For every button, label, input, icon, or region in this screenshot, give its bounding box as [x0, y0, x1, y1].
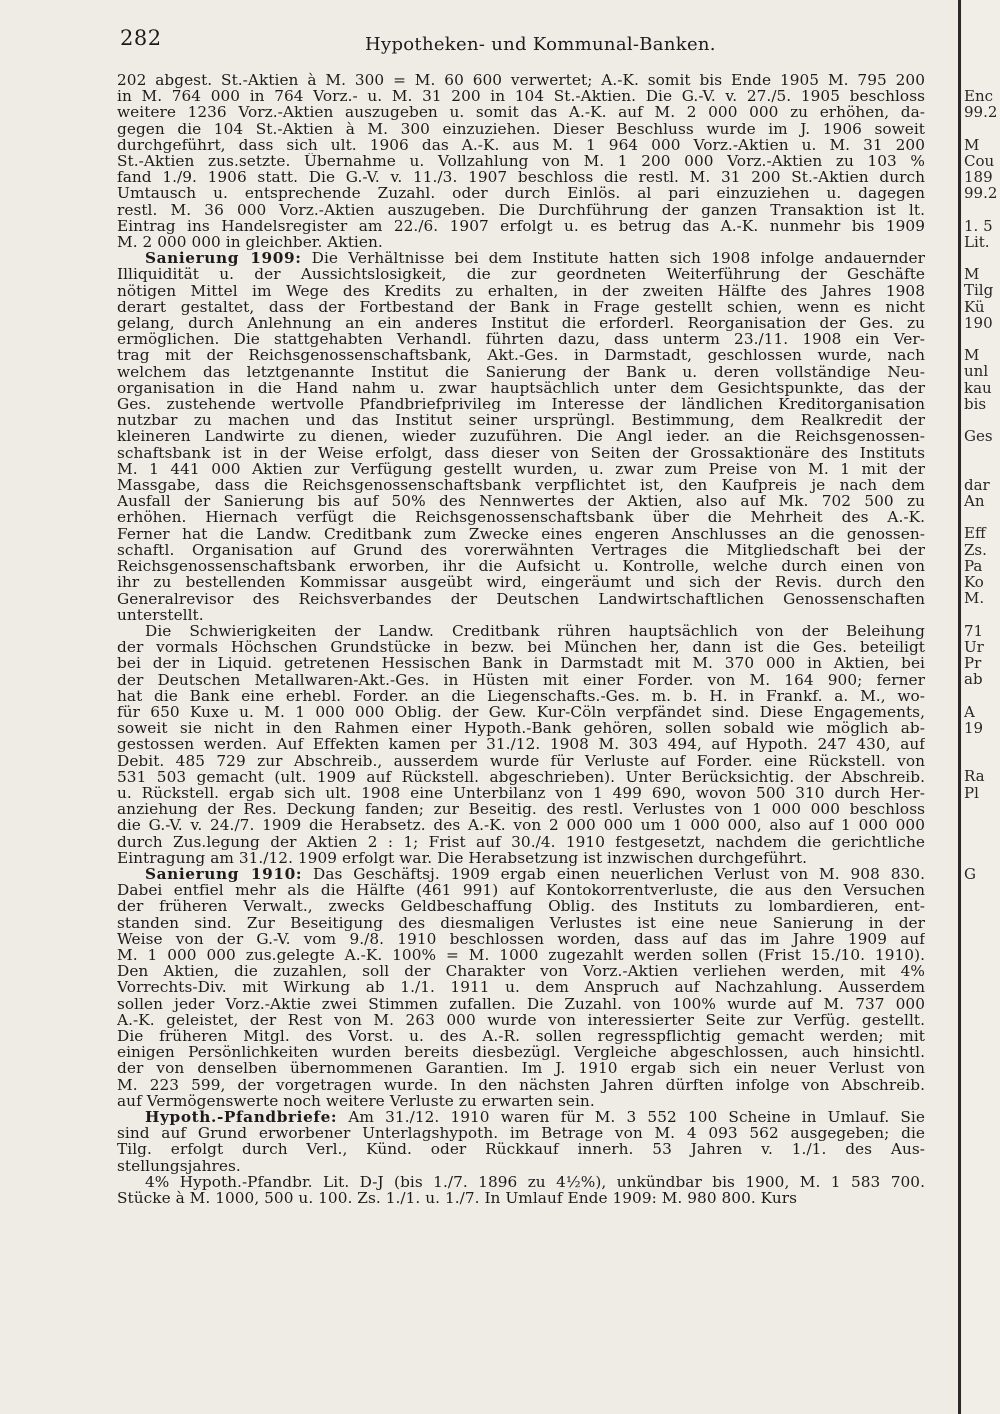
line-text: Ges. zustehende wertvolle Pfandbriefprivileg im Interesse der ländlichen Kreditorganisation: [117, 396, 925, 413]
text-line: [117, 1060, 925, 1076]
adjacent-fragment: 190: [964, 313, 993, 332]
line-text: stellungsjahres.: [117, 1157, 241, 1174]
line-text: welchem das letztgenannte Institut die Sanierung der Bank u. deren vollständige Neu-: [117, 363, 925, 380]
line-text: Vorrechts-Div. mit Wirkung ab 1./1. 1911 u. dem Anspruch auf Nachzahlung. Ausserdem: [117, 979, 925, 996]
adjacent-fragment: M: [964, 135, 980, 154]
adjacent-fragment: 1. 5: [964, 216, 993, 235]
text-line: [117, 1158, 925, 1174]
text-line: [117, 947, 925, 963]
text-line: [117, 558, 925, 574]
line-text: durch Zus.legung der Aktien 2 : 1; Frist auf 30./4. 1910 festgesetzt, nachdem die gerichtliche: [117, 833, 925, 850]
paragraph: [117, 866, 925, 1109]
text-line: [117, 753, 925, 769]
adjacent-fragment: bis: [964, 394, 987, 413]
text-line: [117, 882, 925, 898]
body-text: [117, 72, 925, 1206]
line-text: sind auf Grund erworbener Unterlagshypoth. im Betrage von M. 4 093 562 ausgegeben; die: [117, 1125, 925, 1142]
text-line: [117, 574, 925, 590]
line-text: gegen die 104 St.-Aktien à M. 300 einzuziehen. Dieser Beschluss wurde im J. 1906 soweit: [117, 120, 925, 137]
line-text: nutzbar zu machen und das Institut seiner ursprüngl. Bestimmung, dem Realkredit der: [117, 412, 925, 429]
text-line: [117, 234, 925, 250]
text-line: [117, 704, 925, 720]
text-line: [117, 250, 925, 266]
line-text: Generalrevisor des Reichsverbandes der Deutschen Landwirtschaftlichen Genossenschaften: [117, 590, 925, 607]
text-line: [117, 299, 925, 315]
line-text: Ausfall der Sanierung bis auf 50% des Nennwertes der Aktien, also auf Mk. 702 500 zu: [117, 493, 925, 510]
line-text: gelang, durch Anlehnung an ein anderes Institut die erforderl. Reorganisation der Ges. zu: [117, 315, 925, 332]
line-text: M. 2 000 000 in gleichber. Aktien.: [117, 234, 383, 251]
line-text: M. 1 441 000 Aktien zur Verfügung gestellt wurden, u. zwar zum Preise von M. 1 mit der: [117, 460, 925, 478]
adjacent-fragment: kau: [964, 378, 992, 397]
line-text: organisation in die Hand nahm u. zwar hauptsächlich unter dem Gesichtspunkte, das der: [117, 379, 925, 397]
text-line: [117, 1190, 925, 1206]
line-text: schaftsbank ist in der Weise erfolgt, dass dieser von Seiten der Grossaktionäre des Instituts: [117, 444, 925, 461]
text-line: [117, 509, 925, 525]
text-line: [117, 655, 925, 671]
text-line: [117, 380, 925, 396]
text-line: [117, 364, 925, 380]
text-line: [117, 266, 925, 282]
adjacent-fragment: 189: [964, 168, 993, 186]
line-text: Den Aktien, die zuzahlen, soll der Charakter von Vorz.-Aktien verliehen werden, mit 4%: [117, 963, 925, 980]
line-text: gestossen werden. Auf Effekten kamen per 31./12. 1908 M. 303 494, auf Hypoth. 247 430, auf: [117, 736, 925, 753]
text-line: [117, 169, 925, 185]
section-lead: Hypoth.-Pfandbriefe:: [145, 1109, 338, 1126]
line-text: Die Verhältnisse bei dem Institute hatten sich 1908 infolge andauernder: [311, 250, 925, 267]
line-text: nötigen Mittel im Wege des Kredits zu erhalten, in der zweiten Hälfte des Jahres 1908: [117, 282, 925, 299]
adjacent-fragment: Zs.: [964, 540, 987, 559]
line-text: die G.-V. v. 24./7. 1909 die Herabsetz. des A.-K. von 2 000 000 um 1 000 000, also auf 1 000 000: [117, 817, 925, 834]
line-text: Eintrag ins Handelsregister am 22./6. 1907 erfolgt u. es betrug das A.-K. nunmehr bis 1909: [117, 217, 925, 235]
text-line: [117, 866, 925, 882]
text-line: [117, 542, 925, 558]
line-text: der Deutschen Metallwaren-Akt.-Ges. in Hüsten mit einer Forder. von M. 164 900; ferner: [117, 671, 925, 688]
line-text: kleineren Landwirte zu dienen, wieder zuzuführen. Die Angl ieder. an die Reichsgenossen-: [117, 428, 925, 445]
line-text: unterstellt.: [117, 606, 204, 623]
adjacent-fragment: Pr: [964, 654, 982, 672]
adjacent-fragment: Enc: [964, 87, 994, 105]
adjacent-fragment: M.: [964, 589, 985, 608]
text-line: [117, 672, 925, 688]
line-text: M. 223 599, der vorgetragen wurde. In den nächsten Jahren dürften infolge von Abschreib.: [117, 1076, 925, 1093]
line-text: auf Vermögenswerte noch weitere Verluste zu erwarten sein.: [117, 1092, 595, 1109]
page-number: 282: [120, 26, 162, 50]
line-text: bei der in Liquid. getretenen Hessischen Bank in Darmstadt mit M. 370 000 in Aktien, bei: [117, 655, 925, 672]
adjacent-fragment: Eff: [964, 524, 986, 543]
text-line: [117, 834, 925, 850]
text-line: [117, 88, 925, 104]
line-text: einigen Persönlichkeiten wurden bereits diesbezügl. Vergleiche abgeschlossen, auch hinsichtl.: [117, 1044, 925, 1061]
line-text: sollen jeder Vorz.-Aktie zwei Stimmen zufallen. Die Zuzahl. von 100% wurde auf M. 737 000: [117, 995, 925, 1012]
section-lead: Sanierung 1910:: [145, 865, 303, 883]
line-text: der von denselben übernommenen Garantien. Im J. 1910 ergab sich ein neuer Verlust von: [117, 1060, 925, 1077]
line-text: für 650 Kuxe u. M. 1 000 000 Oblig. der Gew. Kur-Cöln verpfändet sind. Diese Engagements,: [117, 703, 925, 721]
text-line: [117, 493, 925, 509]
line-text: 202 abgest. St.-Aktien à M. 300 = M. 60 600 verwertet; A.-K. somit bis Ende 1905 M. 795 200: [117, 72, 925, 89]
line-text: Das Geschäftsj. 1909 ergab einen neuerlichen Verlust von M. 908 830.: [313, 865, 925, 883]
line-text: restl. M. 36 000 Vorz.-Aktien auszugeben. Die Durchführung der ganzen Transaktion ist lt.: [117, 201, 925, 218]
line-text: Tilg. erfolgt durch Verl., Künd. oder Rückkauf innerh. 53 Jahren v. 1./1. des Aus-: [117, 1141, 925, 1158]
adjacent-fragment: 19: [964, 718, 984, 737]
line-text: ihr zu bestellenden Kommissar ausgeübt wird, eingeräumt und sich der Revis. durch den: [117, 574, 925, 591]
text-line: [117, 347, 925, 363]
text-line: [117, 1044, 925, 1060]
text-line: [117, 153, 925, 169]
text-line: [117, 1077, 925, 1093]
line-text: Illiquidität u. der Aussichtslosigkeit, die zur geordneten Weiterführung der Geschäfte: [117, 266, 925, 283]
line-text: Dabei entfiel mehr als die Hälfte (461 991) auf Kontokorrentverluste, die aus den Versuchen: [117, 882, 925, 899]
paragraph: [117, 72, 925, 250]
text-line: [117, 218, 925, 234]
text-line: [117, 931, 925, 947]
adjacent-fragment: Kü: [964, 297, 985, 316]
text-line: [117, 477, 925, 493]
line-text: Stücke à M. 1000, 500 u. 100. Zs. 1./1. u. 1./7. In Umlauf Ende 1909: M. 980 800. Kurs: [117, 1190, 797, 1207]
line-text: trag mit der Reichsgenossenschaftsbank, Akt.-Ges. in Darmstadt, geschlossen wurde, nach: [117, 347, 925, 364]
adjacent-fragment: Ko: [964, 573, 984, 591]
line-text: Massgabe, dass die Reichsgenossenschaftsbank verpflichtet ist, den Kaufpreis je nach dem: [117, 477, 925, 494]
adjacent-fragment: 71: [964, 621, 984, 640]
line-text: fand 1./9. 1906 statt. Die G.-V. v. 11./3. 1907 beschloss die restl. M. 31 200 St.-Aktien durch: [117, 169, 925, 186]
adjacent-fragment: Ges: [964, 427, 993, 446]
adjacent-page-edge: [962, 0, 1000, 1414]
line-text: hat die Bank eine erhebl. Forder. an die Liegenschafts.-Ges. m. b. H. in Frankf. a. M., wo-: [117, 687, 925, 704]
paragraph: [117, 623, 925, 866]
adjacent-fragment: Pa: [964, 556, 983, 575]
adjacent-fragment: G: [964, 864, 976, 883]
text-line: [117, 736, 925, 752]
line-text: Die früheren Mitgl. des Vorst. u. des A.-R. sollen regresspflichtig gemacht werden; mit: [117, 1027, 925, 1045]
text-line: [117, 850, 925, 866]
text-line: [117, 963, 925, 979]
text-line: [117, 817, 925, 833]
text-line: [117, 331, 925, 347]
line-text: in M. 764 000 in 764 Vorz.- u. M. 31 200 in 104 St.-Aktien. Die G.-V. v. 27./5. 1905 beschloss: [117, 88, 925, 105]
text-line: [117, 72, 925, 88]
adjacent-fragment: Lit.: [964, 232, 990, 251]
section-lead: Sanierung 1909:: [145, 250, 302, 267]
text-line: [117, 801, 925, 817]
text-line: [117, 1093, 925, 1109]
text-line: [117, 104, 925, 120]
text-line: [117, 623, 925, 639]
text-line: [117, 396, 925, 412]
line-text: erhöhen. Hiernach verfügt die Reichsgenossenschaftsbank über die Mehrheit des A.-K.: [117, 509, 925, 526]
text-line: [117, 1012, 925, 1028]
line-text: Eintragung am 31./12. 1909 erfolgt war. Die Herabsetzung ist inzwischen durchgeführt.: [117, 849, 807, 866]
running-head: Hypotheken- und Kommunal-Banken.: [365, 34, 716, 55]
line-text: Debit. 485 729 zur Abschreib., ausserdem wurde für Verluste auf Forder. eine Rückstell. von: [117, 752, 925, 769]
line-text: M. 1 000 000 zus.gelegte A.-K. 100% = M. 1000 zugezahlt werden sollen (Frist 15./10. 1910).: [117, 946, 925, 964]
text-line: [117, 1109, 925, 1125]
line-text: ermöglichen. Die stattgehabten Verhandl. führten dazu, dass unterm 23./11. 1908 ein Ver-: [117, 331, 925, 348]
adjacent-fragment: An: [964, 492, 985, 510]
adjacent-fragment: Cou: [964, 151, 995, 170]
text-line: [117, 688, 925, 704]
line-text: der vormals Höchschen Grundstücke in bezw. bei München her, dann ist die Ges. beteiligt: [117, 639, 925, 656]
text-line: [117, 996, 925, 1012]
text-line: [117, 769, 925, 785]
text-line: [117, 121, 925, 137]
line-text: Reichsgenossenschaftsbank erworben, ihr die Aufsicht u. Kontrolle, welche durch einen von: [117, 558, 925, 575]
adjacent-fragment: ab: [964, 670, 983, 689]
text-line: [117, 639, 925, 655]
adjacent-fragment: Ra: [964, 767, 985, 786]
adjacent-fragment: 99.2: [964, 184, 998, 203]
text-line: [117, 428, 925, 444]
text-line: [117, 979, 925, 995]
line-text: standen sind. Zur Beseitigung des diesmaligen Verlustes ist eine neue Sanierung in der: [117, 914, 925, 931]
line-text: anziehung der Res. Deckung fanden; zur Beseitig. des restl. Verlustes von 1 000 000 beschloss: [117, 801, 925, 818]
text-line: [117, 1125, 925, 1141]
line-text: Am 31./12. 1910 waren für M. 3 552 100 Scheine in Umlauf. Sie: [348, 1109, 925, 1126]
text-line: [117, 720, 925, 736]
text-line: [117, 1174, 925, 1190]
line-text: derart gestaltet, dass der Fortbestand der Bank in Frage gestellt schien, wenn es nicht: [117, 298, 925, 316]
adjacent-fragment: 99.2: [964, 103, 998, 122]
adjacent-fragment: M: [964, 265, 980, 284]
text-line: [117, 315, 925, 331]
paragraph: [117, 250, 925, 623]
adjacent-fragment: Pl: [964, 783, 979, 802]
text-line: [117, 785, 925, 801]
paragraph: [117, 1174, 925, 1206]
text-line: [117, 1141, 925, 1157]
paragraph: [117, 1109, 925, 1174]
text-line: [117, 1028, 925, 1044]
adjacent-fragment: Ur: [964, 637, 984, 656]
text-line: [117, 591, 925, 607]
line-text: u. Rückstell. ergab sich ult. 1908 eine Unterbilanz von 1 499 690, wovon 500 310 durch Her-: [117, 784, 925, 802]
line-text: durchgeführt, dass sich ult. 1906 das A.-K. aus M. 1 964 000 Vorz.-Aktien u. M. 31 200: [117, 136, 925, 154]
adjacent-fragment: A: [964, 702, 975, 721]
line-text: Weise von der G.-V. vom 9./8. 1910 beschlossen worden, dass auf das im Jahre 1909 auf: [117, 930, 925, 947]
text-line: [117, 526, 925, 542]
line-text: 4% Hypoth.-Pfandbr. Lit. D-J (bis 1./7. 1896 zu 4½%), unkündbar bis 1900, M. 1 583 700.: [145, 1173, 925, 1191]
text-line: [117, 461, 925, 477]
text-line: [117, 915, 925, 931]
line-text: soweit sie nicht in den Rahmen einer Hypoth.-Bank gehören, sollen sobald wie möglich ab-: [117, 720, 925, 737]
text-line: [117, 445, 925, 461]
line-text: A.-K. geleistet, der Rest von M. 263 000 wurde von interessierter Seite zur Verfüg. gestellt.: [117, 1011, 925, 1028]
adjacent-fragment: unl: [964, 362, 989, 381]
adjacent-fragment: M: [964, 346, 980, 365]
line-text: Die Schwierigkeiten der Landw. Creditbank rühren hauptsächlich von der Beleihung: [145, 622, 925, 640]
text-line: [117, 898, 925, 914]
line-text: St.-Aktien zus.setzte. Übernahme u. Vollzahlung von M. 1 200 000 Vorz.-Aktien zu 103 %: [117, 153, 925, 170]
line-text: Ferner hat die Landw. Creditbank zum Zwecke eines engeren Anschlusses an die genossen-: [117, 525, 925, 542]
text-line: [117, 202, 925, 218]
adjacent-fragment: dar: [964, 475, 990, 494]
line-text: schaftl. Organisation auf Grund des vorerwähnten Vertrages die Mitgliedschaft bei der: [117, 541, 925, 559]
text-line: [117, 607, 925, 623]
text-line: [117, 137, 925, 153]
line-text: Umtausch u. entsprechende Zuzahl. oder durch Einlös. al pari einzuziehen u. dagegen: [117, 185, 925, 202]
line-text: weitere 1236 Vorz.-Aktien auszugeben u. somit das A.-K. auf M. 2 000 000 zu erhöhen, da-: [117, 104, 925, 121]
line-text: 531 503 gemacht (ult. 1909 auf Rückstell. abgeschrieben). Unter Berücksichtig. der Abschreib.: [117, 768, 925, 785]
text-line: [117, 283, 925, 299]
adjacent-fragment: Tilg: [964, 281, 994, 300]
text-line: [117, 412, 925, 428]
text-line: [117, 185, 925, 201]
line-text: der früheren Verwalt., zwecks Geldbeschaffung Oblig. des Instituts zu lombardieren, ent-: [117, 898, 925, 915]
